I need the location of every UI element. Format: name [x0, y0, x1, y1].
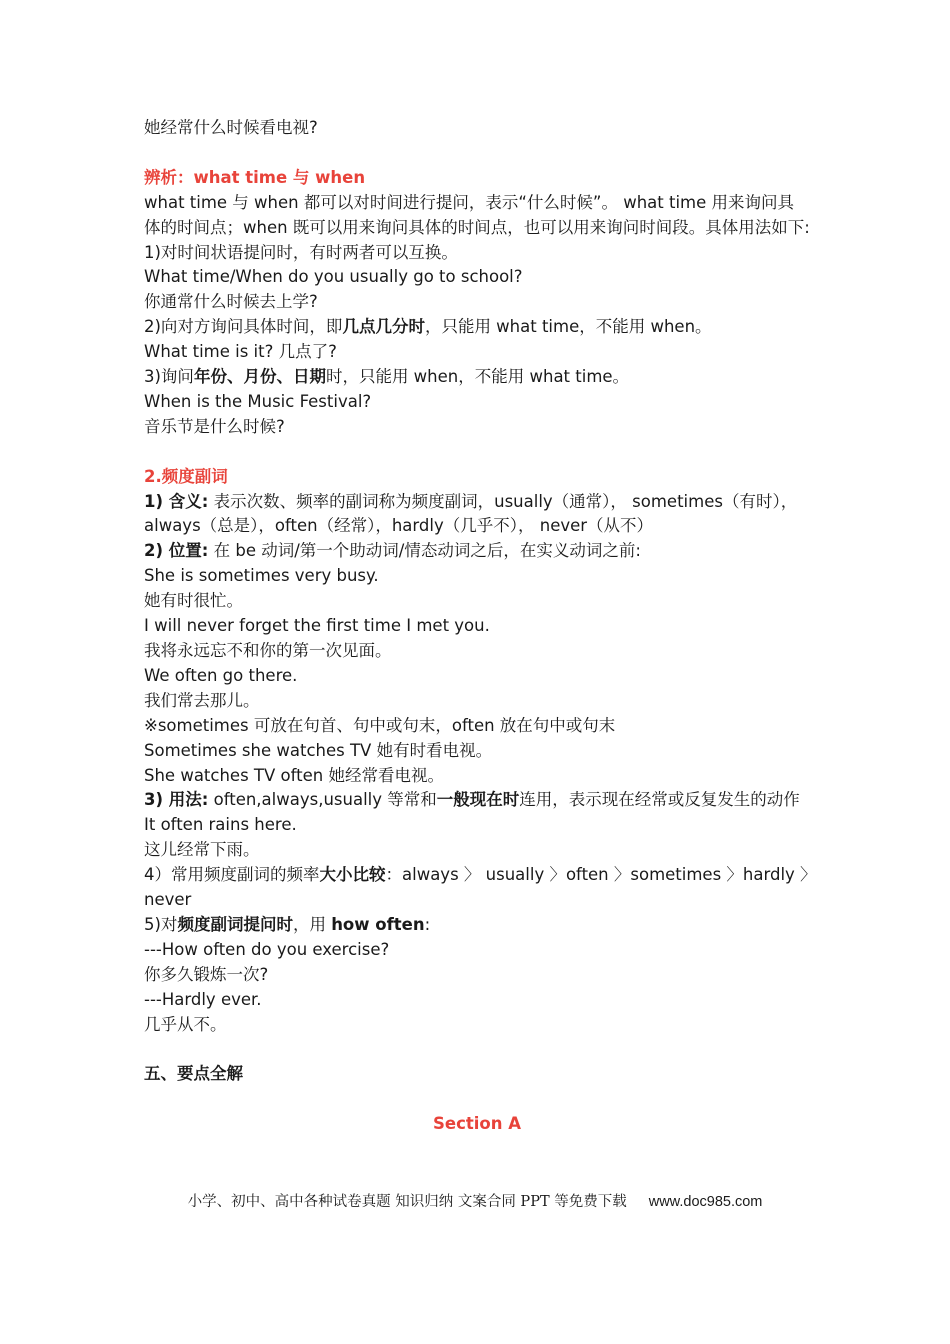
- example-zh: 她有时很忙。: [144, 591, 243, 611]
- example-2: What time is it? 几点了?: [144, 342, 337, 362]
- document-body: [144, 116, 810, 1137]
- footer-text: 小学、初中、高中各种试卷真题 知识归纳 文案合同 PPT 等免费下载: [187, 1194, 627, 1210]
- section-a-heading: Section A: [433, 1114, 521, 1134]
- example-en: It often rains here.: [144, 815, 297, 835]
- paragraph-intro: what time 与 when 都可以对时间进行提问，表示“什么时候”。 what time 用来询问具体的时间点；when 既可以用来询问具体的时间点，也可以用来询问时间段。具体用法如下:: [144, 192, 810, 237]
- usage-3: 3)询问年份、月份、日期时，只能用 when，不能用 what time。: [144, 367, 630, 387]
- example-mixed: Sometimes she watches TV 她有时看电视。: [144, 740, 493, 760]
- example-en: She is sometimes very busy.: [144, 566, 379, 586]
- example-en: I will never forget the first time I met you.: [144, 616, 490, 636]
- usage-1: 1)对时间状语提问时，有时两者可以互换。: [144, 242, 458, 262]
- example-en-3: When is the Music Festival?: [144, 391, 372, 411]
- question-line: 她经常什么时候看电视?: [144, 118, 318, 137]
- example-mixed: She watches TV often 她经常看电视。: [144, 765, 444, 785]
- dialog-answer-zh: 几乎从不。: [144, 1014, 227, 1034]
- usage-2: 2)向对方询问具体时间，即几点几分时，只能用 what time，不能用 when。: [144, 317, 712, 337]
- example-zh-1: 你通常什么时候去上学?: [144, 292, 318, 312]
- page-footer: [0, 1190, 950, 1211]
- definition-meaning: 1) 含义: 表示次数、频率的副词称为频度副词，usually（通常）， sometimes（有时），always（总是），often（经常），hardly（几乎不）， never（从不）: [144, 491, 798, 536]
- definition-question: 5)对频度副词提问时，用 how often:: [144, 914, 431, 934]
- chapter-heading: 五、要点全解: [144, 1064, 243, 1084]
- example-en: We often go there.: [144, 665, 298, 685]
- note-line: ※sometimes 可放在句首、句中或句末，often 放在句中或句末: [144, 715, 616, 735]
- dialog-question-zh: 你多久锻炼一次?: [144, 964, 269, 984]
- example-en-1: What time/When do you usually go to school?: [144, 267, 523, 287]
- definition-comparison: 4）常用频度副词的频率大小比较：always 〉 usually 〉often 〉sometimes 〉hardly 〉never: [144, 865, 809, 910]
- example-zh-3: 音乐节是什么时候?: [144, 416, 285, 436]
- example-zh: 这儿经常下雨。: [144, 840, 260, 860]
- dialog-answer: ---Hardly ever.: [144, 989, 262, 1009]
- example-zh: 我将永远忘不和你的第一次见面。: [144, 641, 392, 660]
- section-heading-frequency-adverbs: 2.频度副词: [144, 466, 228, 486]
- example-zh: 我们常去那儿。: [144, 690, 260, 710]
- definition-position: 2) 位置: 在 be 动词/第一个助动词/情态动词之后，在实义动词之前:: [144, 541, 641, 561]
- dialog-question: ---How often do you exercise?: [144, 939, 390, 959]
- footer-url[interactable]: www.doc985.com: [648, 1194, 763, 1210]
- section-heading-what-time-when: 辨析：what time 与 when: [144, 167, 366, 187]
- definition-usage: 3) 用法: often,always,usually 等常和一般现在时连用，表示现在经常或反复发生的动作: [144, 790, 800, 810]
